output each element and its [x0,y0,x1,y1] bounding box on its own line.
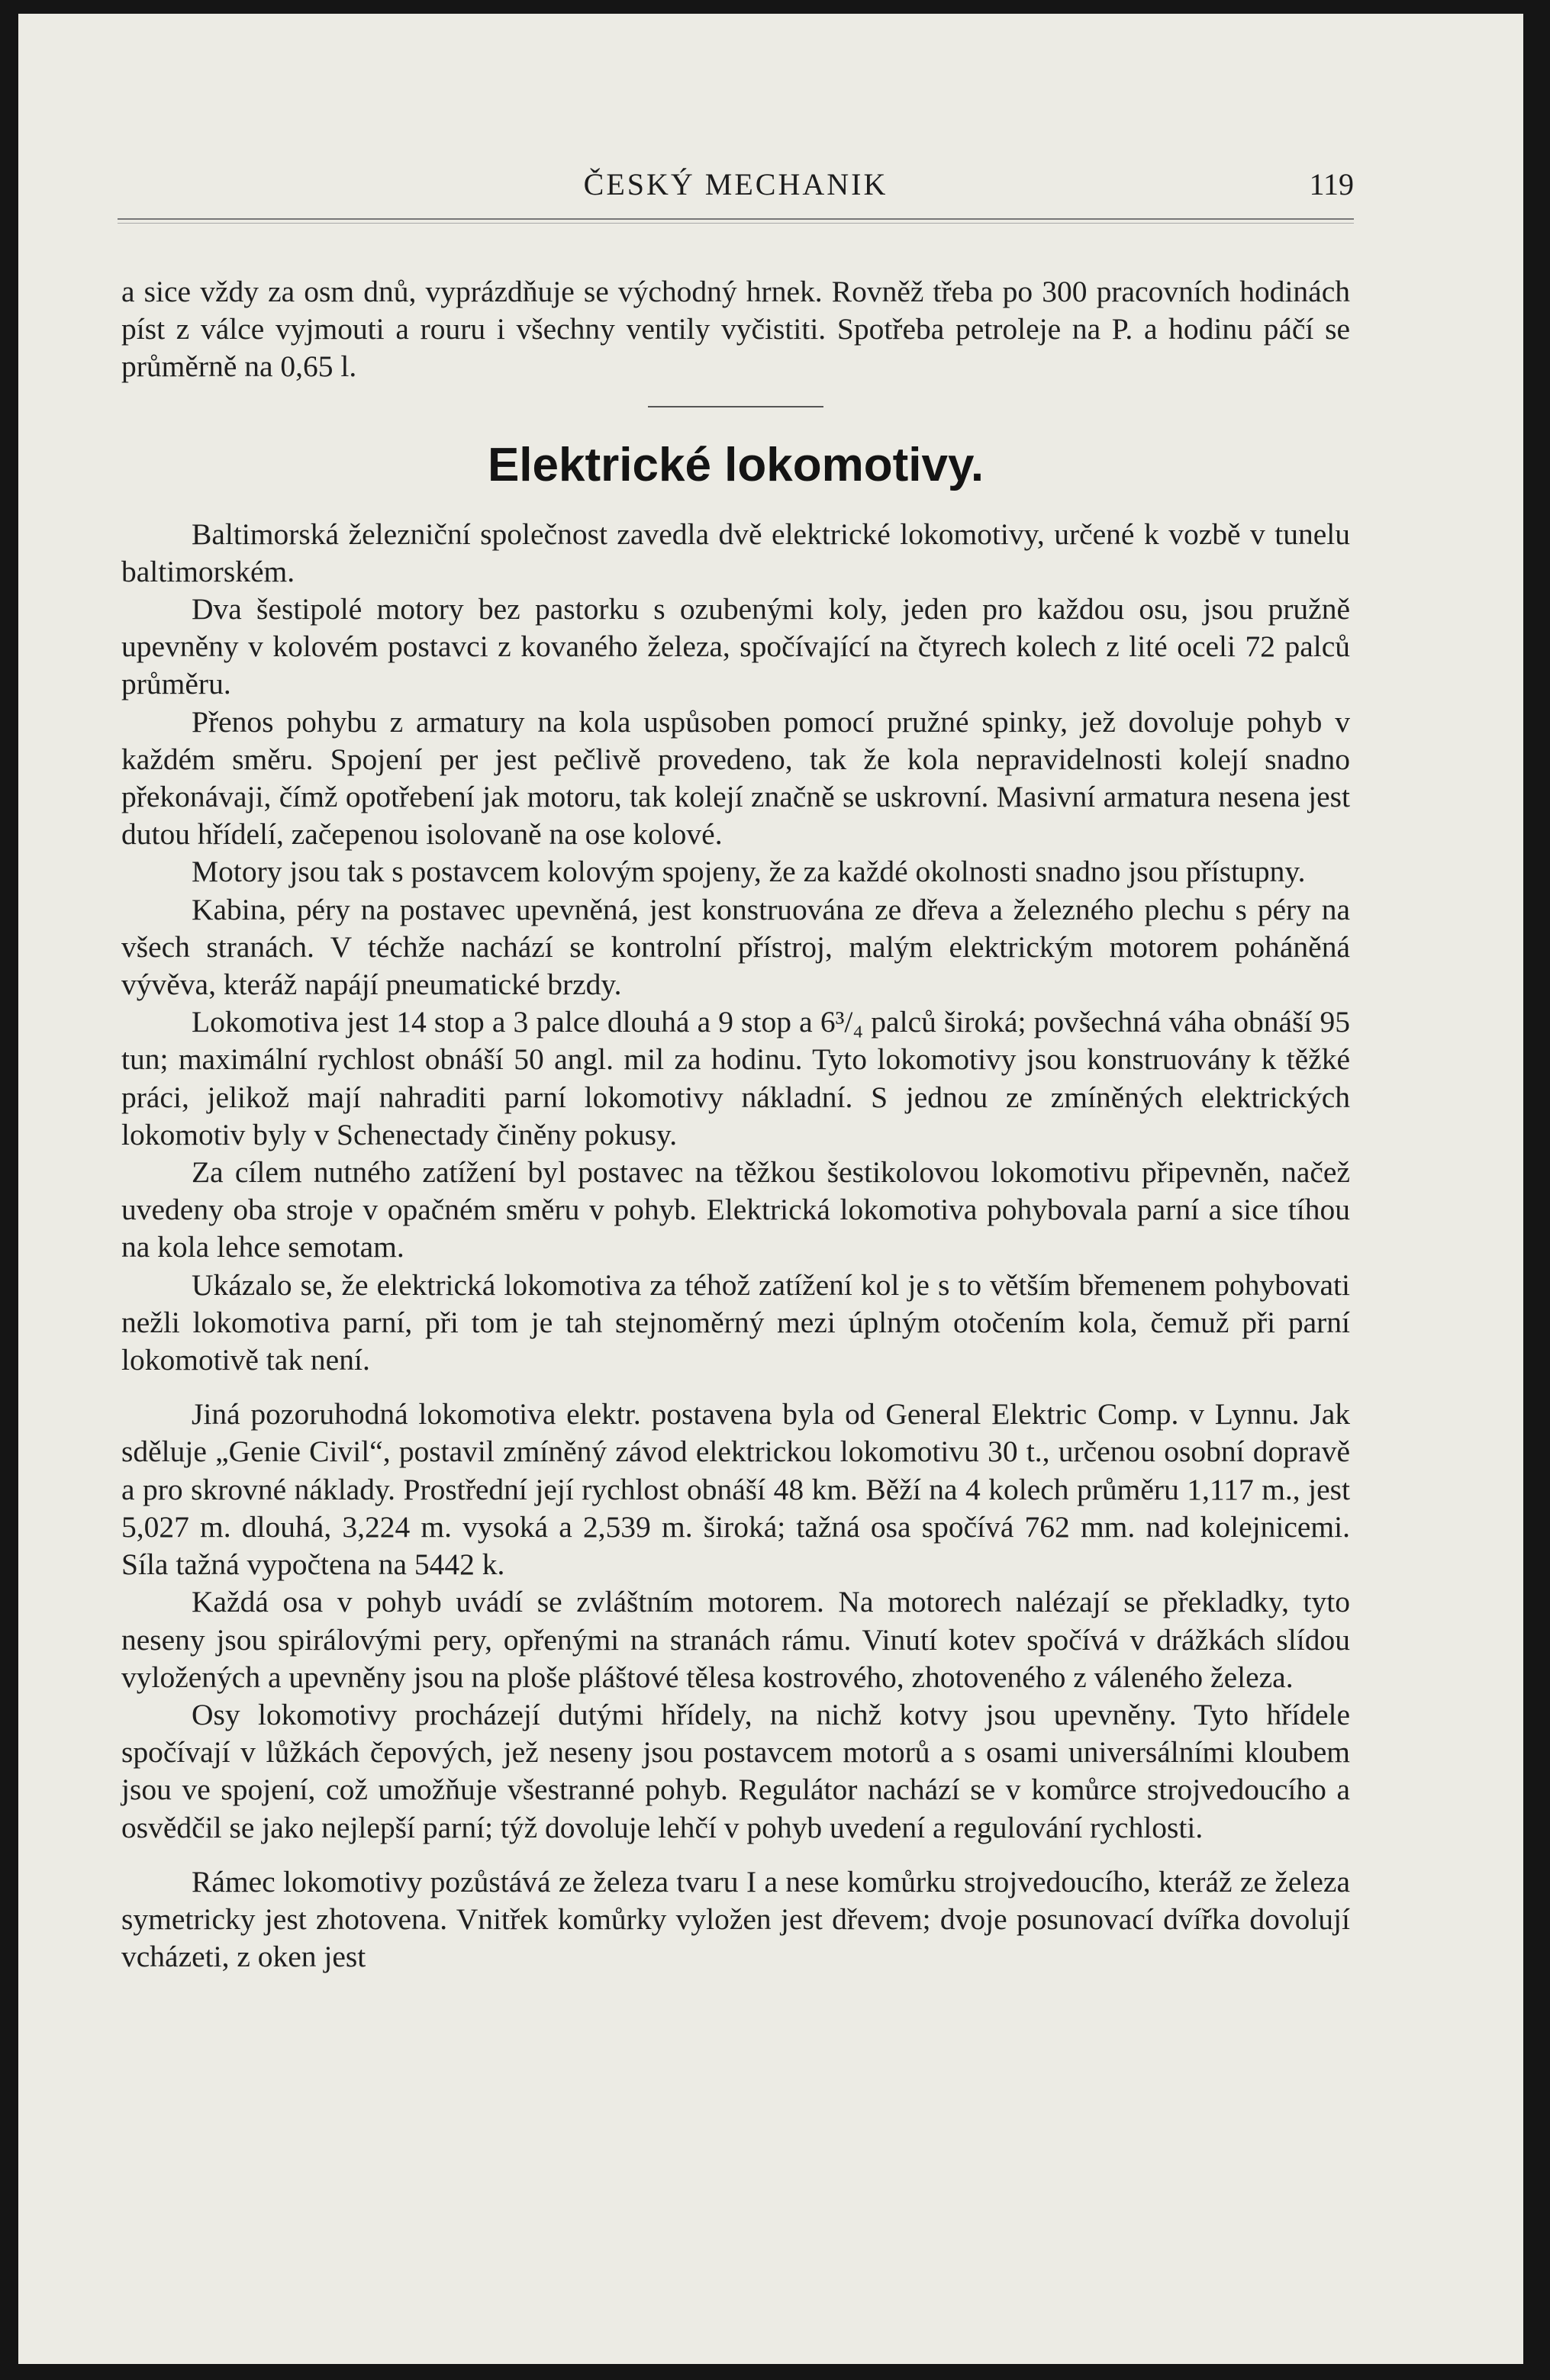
paragraph: Jiná pozoruhodná lokomotiva elektr. postavena byla od General Elektric Comp. v Lynnu. Jak sděluje „Genie Civil“, postavil zmíněný závod elektrickou lokomotivu 30 t., určenou osobní dopravě a pro skrovné náklady. Prostřední její rychlost obnáší 48 km. Běží na 4 kolech průměru 1,117 m., jest 5,027 m. dlouhá, 3,224 m. vysoká a 2,539 m. široká; tažná osa spočívá 762 mm. nad kolejnicemi. Síla tažná vypočtena na 5442 k. [121,1397,1350,1582]
paragraph: Dva šestipolé motory bez pastorku s ozubenými koly, jeden pro každou osu, jsou pružně upevněny v kolovém postavci z kovaného železa, spočívající na čtyrech kolech z lité oceli 72 palců průměru. [121,592,1350,701]
journal-title: ČESKÝ MECHANIK [583,167,888,201]
page-number: 119 [1309,167,1354,201]
body-text [121,273,1350,1976]
paragraph: Lokomotiva jest 14 stop a 3 palce dlouhá a 9 stop a 6³/₄ palců široká; povšechná váha obnáší 95 tun; maximální rychlost obnáší 50 angl. mil za hodinu. Tyto lokomotivy jsou konstruovány k těžké práci, jelikož mají nahraditi parní lokomotivy nákladní. S jednou ze zmíněných elektrických lokomotiv byly v Schenectady činěny pokusy. [121,1005,1350,1151]
book-page [18,14,1523,2364]
paragraph: Baltimorská železniční společnost zavedla dvě elektrické lokomotivy, určené k vozbě v tunelu baltimorském. [121,517,1350,588]
paragraph: Osy lokomotivy procházejí dutými hřídely, na nichž kotvy jsou upevněny. Tyto hřídele spočívají v lůžkách čepových, jež neseny jsou postavcem motorů a s osami universálními kloubem jsou ve spojení, což umožňuje všestranné pohyb. Regulátor nachází se v komůrce strojvedoucího a osvědčil se jako nejlepší parní; týž dovoluje lehčí v pohyb uvedení a regulování rychlosti. [121,1697,1350,1844]
article-heading: Elektrické lokomotivy. [487,438,984,491]
section-divider [648,406,823,407]
paragraph: Za cílem nutného zatížení byl postavec na těžkou šestikolovou lokomotivu připevněn, načež uvedeny oba stroje v opačném směru v pohyb. Elektrická lokomotiva pohybovala parní a sice tíhou na kola lehce semotam. [121,1155,1350,1264]
paragraph: Rámec lokomotivy pozůstává ze železa tvaru I a nese komůrku strojvedoucího, kteráž ze železa symetricky jest zhotovena. Vnitřek komůrky vyložen jest dřevem; dvoje posunovací dvířka dovolují vcházeti, z oken jest [121,1864,1350,1974]
paragraph: Přenos pohybu z armatury na kola uspůsoben pomocí pružné spinky, jež dovoluje pohyb v každém směru. Spojení per jest pečlivě provedeno, tak že kola nepravidelnosti kolejí snadno překonávaji, čímž opotřebení jak motoru, tak kolejí značně se uskrovní. Masivní armatura nesena jest dutou hřídelí, začepenou isolovaně na ose kolové. [121,704,1350,852]
paragraph: Ukázalo se, že elektrická lokomotiva za téhož zatížení kol je s to větším břemenem pohybovati nežli lokomotiva parní, při tom je tah stejnoměrný mezi úplným otočením kola, čemuž při parní lokomotivě tak není. [121,1267,1350,1377]
intro-paragraph: a sice vždy za osm dnů, vyprázdňuje se východný hrnek. Rovněž třeba po 300 pracovních hodinách píst z válce vyjmouti a rouru i všechny ventily vyčistiti. Spotřeba petroleje na P. a hodinu páčí se průměrně na 0,65 l. [121,275,1350,384]
paragraph: Každá osa v pohyb uvádí se zvláštním motorem. Na motorech nalézají se překladky, tyto neseny jsou spirálovými pery, opřenými na stranách rámu. Vinutí kotev spočívá v drážkách slídou vyložených a upevněny jsou na ploše pláštové tělesa kostrového, zhotoveného z váleného železa. [121,1585,1350,1694]
running-header [118,166,1354,212]
header-rule [118,218,1354,224]
paragraph: Motory jsou tak s postavcem kolovým spojeny, že za každé okolnosti snadno jsou přístupny. [192,855,1306,889]
paragraph: Kabina, péry na postavec upevněná, jest konstruována ze dřeva a železného plechu s péry na všech stranách. V téchže nachází se kontrolní přístroj, malým elektrickým motorem poháněná vývěva, kteráž napájí pneumatické brzdy. [121,892,1350,1002]
